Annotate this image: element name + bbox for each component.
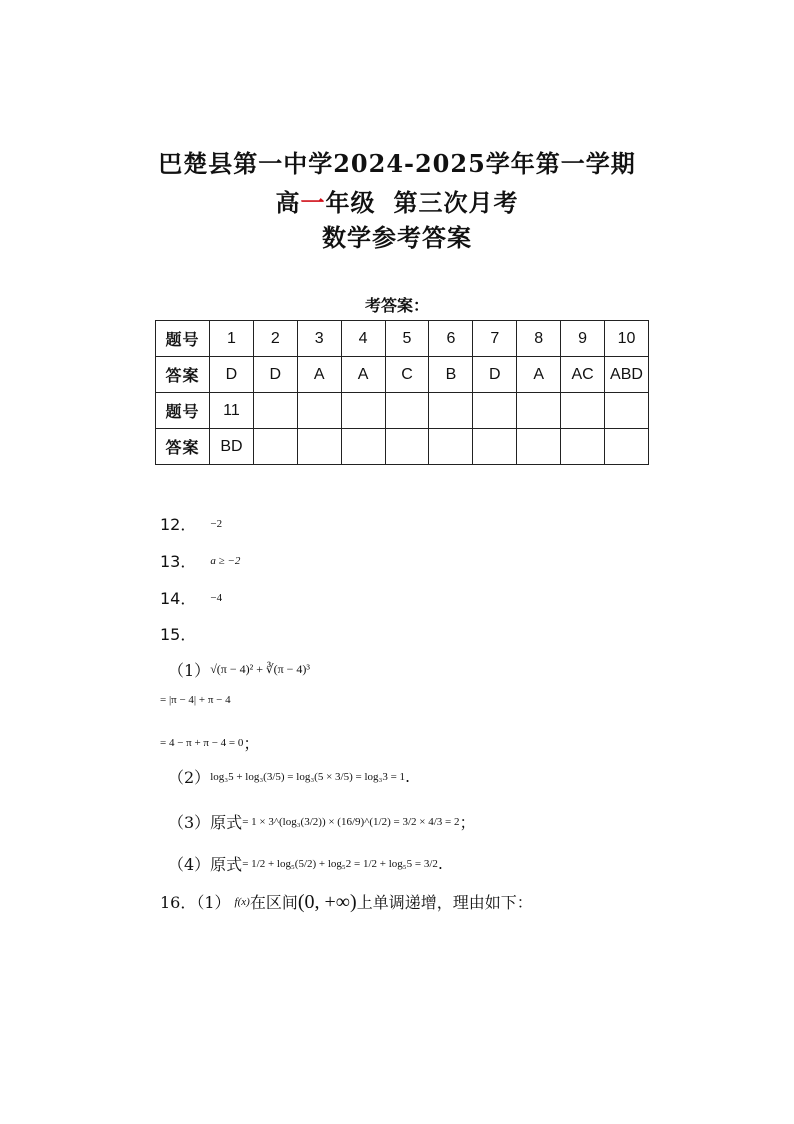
table-cell: AC: [561, 357, 605, 393]
table-cell: [297, 393, 341, 429]
punctuation: ；: [459, 813, 476, 832]
grade-suffix: 年级: [325, 188, 376, 217]
table-cell: A: [341, 357, 385, 393]
part-1-step-1: [160, 694, 231, 706]
grade-red-char: 一: [300, 188, 326, 217]
math-expression: √(π − 4)² + ∛(π − 4)³: [210, 662, 311, 676]
part-3: [168, 810, 475, 833]
answer-table: [155, 320, 649, 465]
table-cell: [473, 393, 517, 429]
punctuation: .: [405, 767, 411, 786]
table-cell: BD: [210, 429, 254, 465]
row-header: 题号: [156, 321, 210, 357]
part-4: [168, 852, 443, 875]
table-cell: [517, 429, 561, 465]
answer-12: [160, 512, 222, 535]
part-1: [168, 658, 310, 681]
table-cell: [561, 429, 605, 465]
math-expression: = |π − 4| + π − 4: [160, 694, 231, 706]
answer-13: [160, 549, 240, 572]
table-cell: 3: [297, 321, 341, 357]
part-label: （3）原式: [168, 813, 243, 832]
document-title: 巴楚县第一中学2024-2025学年第一学期: [158, 149, 636, 178]
table-row: [156, 393, 649, 429]
row-header: 答案: [156, 429, 210, 465]
table-cell: 7: [473, 321, 517, 357]
answer-key-title: 数学参考答案: [322, 223, 472, 252]
part-2: [168, 765, 410, 788]
question-number: 15．: [160, 625, 197, 644]
table-cell: [473, 429, 517, 465]
table-row: [156, 321, 649, 357]
table-cell: C: [385, 357, 429, 393]
exam-subtitle: [0, 183, 794, 218]
part-label: （4）原式: [168, 855, 243, 874]
table-cell: [561, 393, 605, 429]
punctuation: .: [437, 854, 443, 873]
table-cell: 11: [210, 393, 254, 429]
table-cell: A: [517, 357, 561, 393]
table-cell: ABD: [605, 357, 649, 393]
punctuation: ；: [243, 734, 260, 753]
answer-text: 在区间: [249, 893, 298, 912]
table-cell: [385, 429, 429, 465]
table-cell: 6: [429, 321, 473, 357]
table-cell: [517, 393, 561, 429]
table-cell: 9: [561, 321, 605, 357]
question-number: 14．: [160, 589, 197, 608]
table-cell: [429, 429, 473, 465]
part-1-step-2: [160, 731, 259, 754]
table-cell: 10: [605, 321, 649, 357]
table-cell: [605, 393, 649, 429]
question-number: 13．: [160, 552, 197, 571]
table-cell: 2: [253, 321, 297, 357]
table-cell: D: [253, 357, 297, 393]
table-cell: D: [473, 357, 517, 393]
answer-value: −4: [210, 591, 223, 604]
answer-value: −2: [210, 517, 223, 530]
table-cell: [385, 393, 429, 429]
table-caption: 考答案：: [364, 296, 429, 315]
table-cell: D: [210, 357, 254, 393]
answer-text: 上单调递增，理由如下：: [356, 893, 533, 912]
table-cell: 8: [517, 321, 561, 357]
answer-14: [160, 586, 222, 609]
table-cell: [341, 429, 385, 465]
part-label: （2）: [168, 768, 211, 787]
math-expression: = 1/2 + log₅(5/2) + log₅2 = 1/2 + log₅5 = 3/2: [242, 857, 438, 870]
table-cell: 1: [210, 321, 254, 357]
table-cell: [297, 429, 341, 465]
table-row: [156, 357, 649, 393]
table-cell: A: [297, 357, 341, 393]
question-number: 12．: [160, 515, 197, 534]
table-cell: B: [429, 357, 473, 393]
interval: (0, +∞): [297, 890, 357, 913]
part-label: （1）: [168, 661, 211, 680]
exam-name: 第三次月考: [393, 188, 519, 217]
question-number: 16．（1）: [160, 893, 231, 912]
table-cell: [605, 429, 649, 465]
table-cell: 5: [385, 321, 429, 357]
answer-16: [160, 890, 533, 913]
function-symbol: f(x): [234, 895, 250, 908]
row-header: 答案: [156, 357, 210, 393]
answer-15: [160, 622, 210, 645]
math-expression: log₃5 + log₃(3/5) = log₃(5 × 3/5) = log₃3 = 1: [210, 770, 406, 783]
table-cell: [253, 393, 297, 429]
table-cell: 4: [341, 321, 385, 357]
grade-prefix: 高: [275, 188, 301, 217]
math-expression: = 4 − π + π − 4 = 0: [160, 736, 244, 749]
table-cell: [429, 393, 473, 429]
table-cell: [341, 393, 385, 429]
row-header: 题号: [156, 393, 210, 429]
answer-value: a ≥ −2: [210, 554, 241, 567]
table-cell: [253, 429, 297, 465]
table-row: [156, 429, 649, 465]
math-expression: = 1 × 3^(log₃(3/2)) × (16/9)^(1/2) = 3/2 × 4/3 = 2: [242, 815, 460, 828]
